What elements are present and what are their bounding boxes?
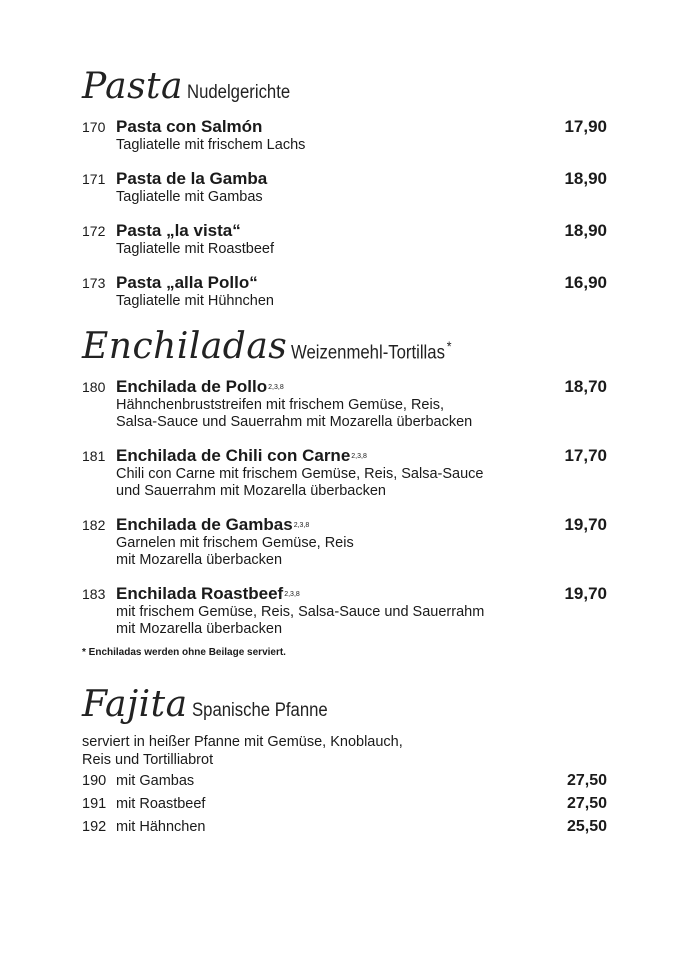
- pasta-script-title: Pasta: [82, 66, 183, 107]
- item-price: 27,50: [566, 795, 607, 812]
- enchiladas-footnote: * Enchiladas werden ohne Beilage serviert.: [82, 647, 286, 658]
- item-description-line: und Sauerrahm mit Mozarella überbacken: [116, 483, 386, 499]
- fajita-description-line: Reis und Tortilliabrot: [82, 752, 214, 768]
- menu-item-191: [82, 796, 607, 819]
- item-name: Pasta con Salmón: [116, 117, 263, 136]
- item-description-line: Salsa-Sauce und Sauerrahm mit Mozarella überbacken: [116, 414, 473, 430]
- item-price: 17,90: [564, 117, 607, 136]
- menu-item-183: [82, 584, 607, 638]
- item-name: Enchilada de Pollo: [116, 377, 268, 396]
- enchiladas-heading: [82, 326, 607, 367]
- item-name: mit Gambas: [116, 773, 195, 789]
- item-description: Tagliatelle mit Gambas: [116, 189, 263, 205]
- fajita-subtitle: Spanische Pfanne: [191, 700, 328, 721]
- item-price: 19,70: [564, 584, 607, 603]
- enchiladas-subtitle: [291, 338, 452, 364]
- item-number: 190: [82, 773, 107, 789]
- item-name: Enchilada Roastbeef: [116, 584, 284, 603]
- pasta-subtitle: Nudelgerichte: [186, 82, 291, 103]
- enchiladas-subtitle-text: Weizenmehl-Tortillas: [291, 342, 446, 363]
- menu-item-192: [82, 819, 607, 842]
- item-number: 172: [82, 223, 106, 239]
- item-description-line: Hähnchenbruststreifen mit frischem Gemüse, Reis,: [116, 397, 444, 413]
- item-description-line: mit Mozarella überbacken: [116, 621, 283, 637]
- item-name: Enchilada de Chili con Carne: [116, 446, 351, 465]
- item-description-line: Garnelen mit frischem Gemüse, Reis: [116, 535, 354, 551]
- item-price: 18,90: [564, 221, 607, 240]
- item-price: 17,70: [564, 446, 607, 465]
- item-description: Tagliatelle mit Hühnchen: [116, 293, 274, 309]
- item-name: Pasta „la vista“: [116, 221, 241, 240]
- item-name: Pasta de la Gamba: [116, 169, 268, 188]
- fajita-script-title: Fajita: [82, 684, 188, 725]
- fajita-heading: [82, 684, 607, 725]
- item-description-line: mit Mozarella überbacken: [116, 552, 283, 568]
- item-name: mit Roastbeef: [116, 796, 206, 812]
- additives-note: 2,3,8: [293, 522, 310, 529]
- additives-note: 2,3,8: [268, 384, 284, 391]
- item-name: mit Hähnchen: [116, 819, 206, 835]
- menu-item-180: [82, 377, 607, 431]
- item-price: 18,70: [564, 377, 607, 396]
- pasta-section: [82, 66, 607, 325]
- item-description-line: mit frischem Gemüse, Reis, Salsa-Sauce und Sauerrahm: [116, 604, 485, 620]
- item-price: 16,90: [564, 273, 607, 292]
- menu-item-172: [82, 221, 607, 258]
- item-price: 27,50: [566, 772, 607, 789]
- footnote-marker: *: [447, 337, 452, 354]
- fajita-description-line: serviert in heißer Pfanne mit Gemüse, Knoblauch,: [82, 734, 403, 750]
- item-description: Tagliatelle mit frischem Lachs: [116, 137, 306, 153]
- enchiladas-script-title: Enchiladas: [82, 326, 288, 367]
- item-name: Pasta „alla Pollo“: [116, 273, 258, 292]
- item-number: 171: [82, 171, 106, 187]
- item-number: 181: [82, 448, 106, 464]
- menu-item-182: [82, 515, 607, 569]
- item-number: 180: [82, 379, 106, 395]
- item-name: Enchilada de Gambas: [116, 515, 293, 534]
- item-price: 19,70: [564, 515, 607, 534]
- menu-item-190: [82, 773, 607, 796]
- item-number: 173: [82, 275, 106, 291]
- item-price: 25,50: [566, 818, 607, 835]
- item-number: 192: [82, 819, 107, 835]
- item-price: 18,90: [564, 169, 607, 188]
- enchiladas-section: [82, 326, 607, 658]
- fajita-section: [82, 684, 607, 842]
- pasta-heading: [82, 66, 607, 107]
- item-number: 183: [82, 586, 106, 602]
- additives-note: 2,3,8: [284, 591, 300, 598]
- menu-item-171: [82, 169, 607, 206]
- fajita-description: [82, 733, 607, 769]
- menu-item-181: [82, 446, 607, 500]
- item-description-line: Chili con Carne mit frischem Gemüse, Reis, Salsa-Sauce: [116, 466, 484, 482]
- item-number: 170: [82, 119, 106, 135]
- additives-note: 2,3,8: [351, 453, 367, 460]
- item-description: Tagliatelle mit Roastbeef: [116, 241, 274, 257]
- menu-item-173: [82, 273, 607, 310]
- menu-item-170: [82, 117, 607, 154]
- item-number: 182: [82, 517, 106, 533]
- item-number: 191: [82, 796, 107, 812]
